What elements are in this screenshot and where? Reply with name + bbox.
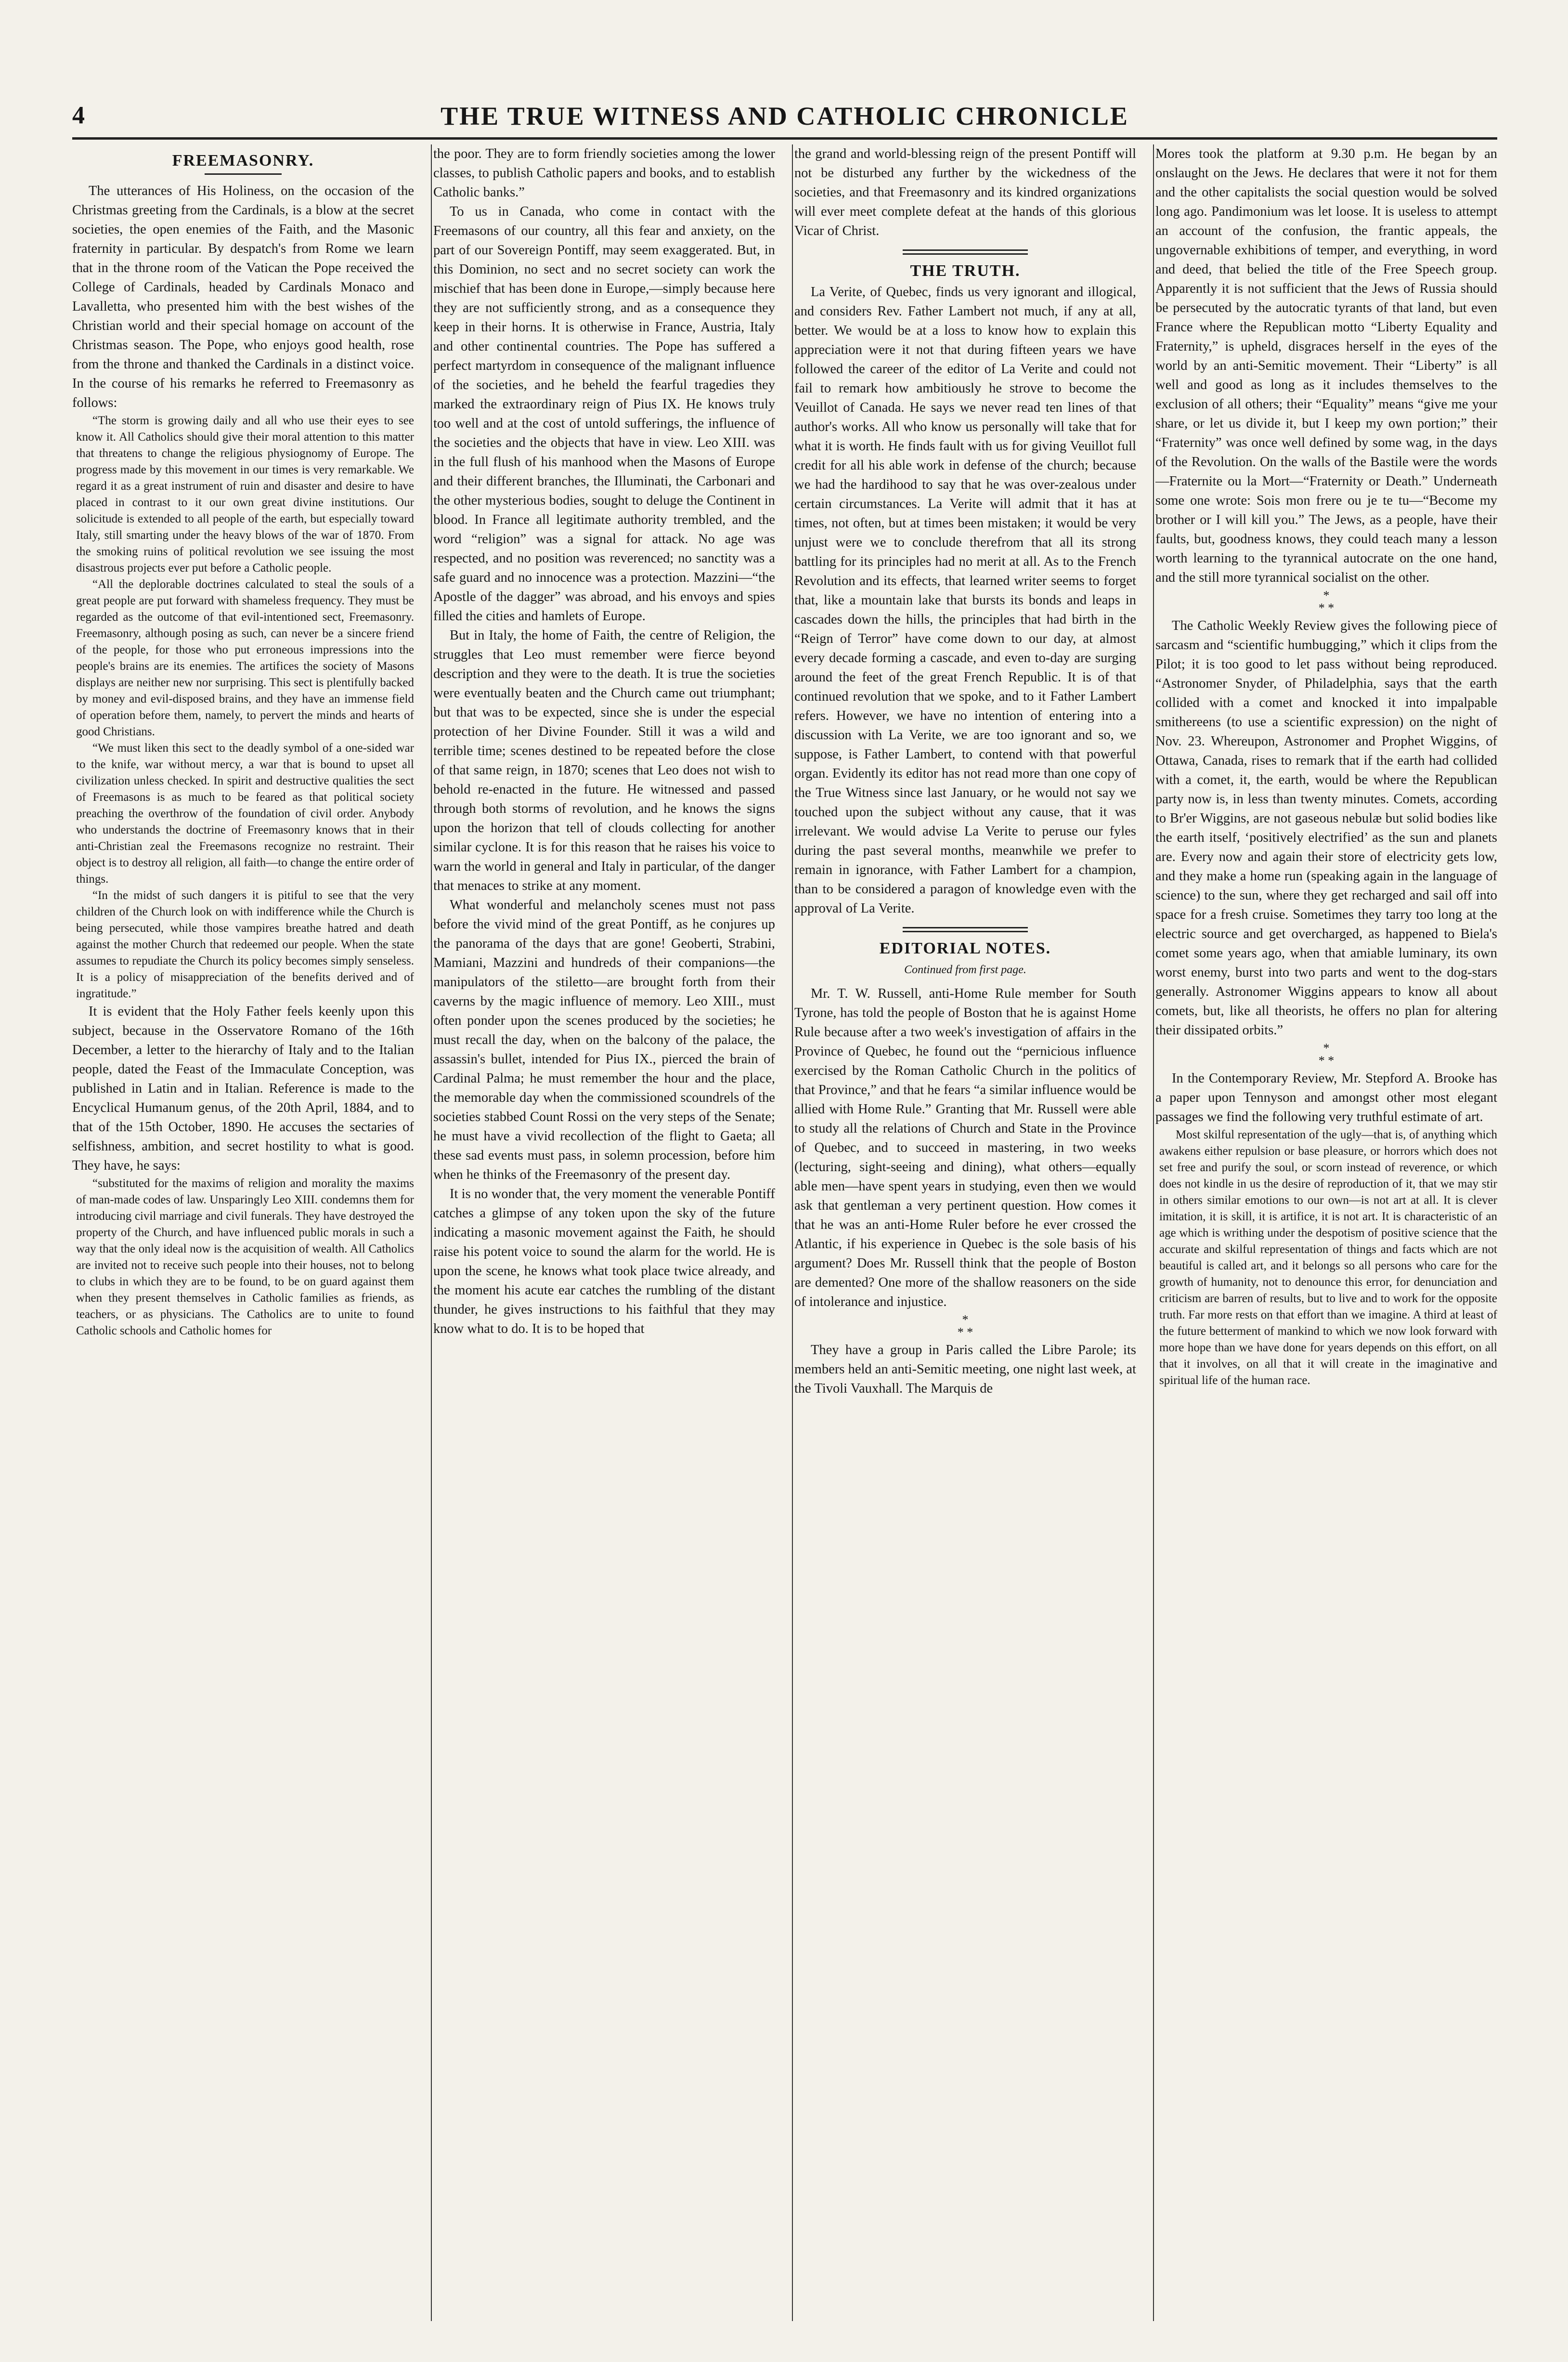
quoted-paragraph: “All the deplorable doctrines calculated to steal the souls of a great people are put forward with shameless frequency. They must be regarded as the outcome of that evil-intentioned sect, Freemasonry. Freemasonry, although posing as such, can never be a sincere friend of the people, for those who put erroneous impressions into the people's brains are its enemies. The artifices the society of Masons displays are neither new nor surprising. This sect is plentifully backed by money and evil-disposed brains, and they have an immense field of operation before them, namely, to pervert the minds and hearts of good Christians. bbox=[76, 578, 414, 738]
the-truth-heading: THE TRUTH. bbox=[910, 262, 1021, 280]
editorial-notes-heading: EDITORIAL NOTES. bbox=[879, 940, 1051, 957]
article-paragraph: It is evident that the Holy Father feels keenly upon this subject, because in the Osservatore Romano of the 16th December, a letter to the hierarchy of Italy and to the Italian people, dated the Feast of the Immaculate Conception, was published in Latin and in Italian. Reference is made to the Encyclical Humanum genus, of the 20th April, 1884, and to that of the 15th October, 1890. He accuses the sectaries of selfishness, ambition, and secret hostility to what is good. They have, he says: bbox=[72, 1004, 414, 1173]
article-paragraph: To us in Canada, who come in contact with the Freemasons of our country, all this fear and anxiety, on the part of our Sovereign Pontiff, may seem exaggerated. But, in this Dominion, no sect and no secret society can work the mischief that has been done in Europe,—simply because here they are not sufficiently strong, and as a consequence they keep in their horns. It is otherwise in France, Austria, Italy and other continental countries. The Pope has suffered a perfect martyrdom in consequence of the malignant influence of the societies, and he beheld the fearful tragedies they marked the extraordinary reign of Pius IX. He knows truly too well and at the cost of untold sufferings, the influence of the societies and the objects that have in view. Leo XIII. was in the full flush of his manhood when the Masons of Europe and their different branches, the Illuminati, the Carbonari and the other mysterious bodies, sought to deluge the Continent in blood. In France all legitimate authority trembled, and the word “religion” was a signal for attack. No age was respected, and no position was reverenced; no sanctity was a safe guard and no innocence was a protection. Mazzini—“the Apostle of the dagger” was abroad, and his envoys and spies filled the cities and hamlets of Europe. bbox=[433, 204, 775, 624]
asterism: * * * bbox=[1318, 588, 1335, 615]
masthead bbox=[72, 101, 1497, 130]
quoted-paragraph: “substituted for the maxims of religion and morality the maxims of man-made codes of law. Unsparingly Leo XIII. condemns them for introducing civil marriage and civil funerals. They have destroyed the property of the Church, and have influenced public morals in such a way that the only ideal now is the acquisition of wealth. All Catholics are invited not to receive such people into their houses, not to belong to clubs in which they are to be found, to be on guard against them when they present themselves in Catholic families as friends, as teachers, or as physicians. The Catholics are to unite to found Catholic schools and Catholic homes for bbox=[76, 1177, 414, 1337]
article-paragraph: The utterances of His Holiness, on the occasion of the Christmas greeting from the Cardinals, is a blow at the secret societies, the open enemies of the Faith, and the Masonic fraternity in particular. By despatch's from Rome we learn that in the throne room of the Vatican the Pope received the College of Cardinals, headed by Cardinals Monaco and Lavalletta, who presented him with the best wishes of the Christian world and their special homage on account of the Christmas season. The Pope, who enjoys good health, rose from the throne and thanked the Cardinals in a distinct voice. In the course of his remarks he referred to Freemasonry as follows: bbox=[72, 183, 414, 410]
article-paragraph: The Catholic Weekly Review gives the following piece of sarcasm and “scientific humbugging,” which it clips from the Pilot; it is too good to let pass without being reproduced. “Astronomer Snyder, of Philadelphia, says that the earth collided with a comet and knocked it into impalpable smithereens (to use a scientific expression) on the night of Nov. 23. Whereupon, Astronomer and Prophet Wiggins, of Ottawa, Canada, rises to remark that if the earth had collided with a comet, it, the earth, would be where the Republican party now is, in less than twenty minutes. Comets, according to Br'er Wiggins, are not gaseous nebulæ but solid bodies like the earth itself, ‘positively electrified’ as the sun and planets are. Every now and again their store of electricity gets low, and they make a home run (speaking again in the language of science) to the sun, where they get recharged and sail off into space for a fresh cruise. Sometimes they tarry too long at the electric source and get overcharged, as happened to Biela's comet some years ago, when that amiable luminary, its own worst enemy, burst into two parts and went to the dog-stars generally. Astronomer Wiggins appears to know all about comets, but, like all theorists, he offers no plan for altering their dissipated orbits.” bbox=[1155, 618, 1497, 1038]
quoted-paragraph: “We must liken this sect to the deadly symbol of a one-sided war to the knife, war without mercy, a war that is bound to upset all civilization unless checked. In spirit and destructive qualities the sect of Freemasons is as much to be feared as that political society preaching the overthrow of the foundation of civil order. Anybody who understands the doctrine of Freemasonry knows that in their anti-Christian zeal the Freemasons recognize no restraint. Their object is to destroy all religion, all faith—to change the entire order of things. bbox=[76, 742, 414, 886]
article-paragraph: the grand and world-blessing reign of the present Pontiff will not be disturbed any further by the wickedness of the societies, and that Freemasonry and its kindred organizations will ever meet complete defeat at the hands of this glorious Vicar of Christ. bbox=[794, 146, 1136, 238]
article-paragraph: But in Italy, the home of Faith, the centre of Religion, the struggles that Leo must remember were fierce beyond description and they were to the death. It is true the societies were eventually beaten and the Church came out triumphant; but that was to be expected, since she is under the especial protection of her Divine Founder. Still it was a wild and terrible time; scenes destined to be repeated before the close of that same reign, in 1870; scenes that Leo does not wish to behold re-enacted in the future. He witnessed and passed through both storms of revolution, and he knows the signs upon the horizon that tell of clouds collecting for another similar cyclone. It is for this reason that he raises his voice to warn the world in general and Italy in particular, of the danger that menaces to strike at any moment. bbox=[433, 628, 775, 893]
article-paragraph: They have a group in Paris called the Libre Parole; its members held an anti-Semitic meeting, one night last week, at the Tivoli Vauxhall. The Marquis de bbox=[794, 1343, 1136, 1396]
article-paragraph: What wonderful and melancholy scenes must not pass before the vivid mind of the great Pontiff, as he conjures up the panorama of the days that are gone! Geoberti, Strabini, Mamiani, Mazzini and hundreds of their companions—the manipulators of the stiletto—are brought forth from their caverns by the magic influence of memory. Leo XIII., must often ponder upon the scenes produced by the societies; he must recall the day, when on the balcony of the palace, the assassin's bullet, intended for Pius IX., pierced the brain of Cardinal Palma; he must remember the hour and the place, the memorable day when the commissioned scoundrels of the societies stabbed Count Rossi on the very steps of the Senate; he must have a vivid recollection of the flight to Gaeta; all these sad events must pass, in solemn procession, before him when he thinks of the Freemasonry of the present day. bbox=[433, 898, 775, 1182]
quoted-paragraph: Most skilful representation of the ugly—that is, of anything which awakens either repulsion or base pleasure, or horrors which does not set free and purify the soul, or scorn instead of reverence, or which does not kindle in us the desire of reproduction of it, that we may stir in others similar emotions to our own—is not art at all. It is clever imitation, it is skill, it is artifice, it is not art. It is characteristic of an age which is writhing under the despotism of positive science that the accurate and skilful representation of things and facts which are not beautiful is called art, and it belongs so all persons who care for the growth of humanity, not to denounce this error, for denunciation and criticism are barren of results, but to live and to work for the opposite truth. Far more rests on that effort than we imagine. A third at least of the future betterment of mankind to which we now look forward with more hope than we have done for years depends on this effort, on all that it involves, on all that it will create in the imaginative and spiritual life of the human race. bbox=[1159, 1128, 1497, 1387]
quoted-paragraph: “In the midst of such dangers it is pitiful to see that the very children of the Church look on with indifference while the Church is being persecuted, while those vampires breathe hatred and death against the mother Church that redeemed our people. When the state assumes to repudiate the Church its policy becomes simply senseless. It is a policy of misappreciation of the benefits derived and of ingratitude.” bbox=[76, 889, 414, 1000]
column-divider bbox=[1153, 144, 1154, 2321]
column-1 bbox=[72, 144, 414, 2321]
asterism: * * * bbox=[1318, 1041, 1335, 1068]
article-paragraph: In the Contemporary Review, Mr. Stepford A. Brooke has a paper upon Tennyson and amongst other most elegant passages we find the following very truthful estimate of art. bbox=[1155, 1071, 1497, 1124]
section-rule bbox=[903, 927, 1028, 932]
asterism: * * * bbox=[957, 1313, 973, 1339]
page-columns bbox=[72, 144, 1497, 2321]
continued-note: Continued from first page. bbox=[904, 964, 1026, 976]
section-rule bbox=[903, 249, 1028, 255]
column-2 bbox=[433, 144, 775, 2321]
article-paragraph: Mores took the platform at 9.30 p.m. He began by an onslaught on the Jews. He declares that were it not for them and the other capitalists the social question would be solved long ago. Pandimonium was let loose. It is useless to attempt an account of the confusion, the frantic appeals, the ungovernable exhibitions of temper, and everything, in word and deed, that belied the title of the Free Speech group. Apparently it is not sufficient that the Jews of Russia should be persecuted by the autocratic tyrants of that land, but even France where the Republican motto “Liberty Equality and Fraternity,” is upheld, disgraces herself in the eyes of the world by an anti-Semitic movement. Their “Liberty” is all well and good as long as it includes themselves to the exclusion of all others; their “Equality” means “give me your share, or let us divide it, but I keep my own portion;” their “Fraternity” was once well defined by some wag, in the days of the Revolution. On the walls of the Bastile were the words—Fraternite ou la Mort—“Fraternity or Death.” Underneath some one wrote: Sois mon frere ou je te tu—“Become my brother or I will kill you.” The Jews, as a people, have their faults, but, goodness knows, they could teach many a lesson worth learning to the tyrannical autocrate on the one hand, and the still more tyrannical socialist on the other. bbox=[1155, 146, 1497, 585]
masthead-rule bbox=[72, 137, 1497, 140]
article-paragraph: La Verite, of Quebec, finds us very ignorant and illogical, and considers Rev. Father Lambert not much, if any at all, better. We would be at a loss to know how to explain this appreciation were it not that during fifteen years we have followed the career of the editor of La Verite and could not fail to remark how ambitiously he strove to become the Veuillot of Canada. He says we never read ten lines of that author's works. All who know us personally will take that for what it is worth. He finds fault with us for giving Veuillot full credit for all his able work in defense of the church; because we had the hardihood to say that he was over-zealous under certain circumstances. La Verite will admit that it has at times, not often, but at times been mistaken; it would be very unjust were we to conclude therefrom that all its strong battling for its principles had no merit at all. As to the French Revolution and its effects, that learned writer seems to forget that, like a mountain lake that bursts its bonds and leaps in cascades down the hills, the principles that had birth in the “Reign of Terror” have come down to our day, at almost every decade forming a cascade, and even to-day are surging around the feet of the great French Republic. It is of that continued revolution that we spoke, and to it Father Lambert refers. However, we have no intention of entering into a discussion with La Verite, we are too ignorant and so, we suppose, is Father Lambert, to contend with that powerful organ. Evidently its editor has not read more than one copy of the True Witness since last January, or he would not say we touched upon the subject without any cause, that it was irrelevant. We would advise La Verite to peruse our fyles during the past several months, meanwhile we prefer to remain in ignorance, with Father Lambert for a champion, than to be considered a paragon of knowledge even with the approval of La Verite. bbox=[794, 285, 1136, 916]
article-paragraph: Mr. T. W. Russell, anti-Home Rule member for South Tyrone, has told the people of Boston that he is against Home Rule because after a two week's investigation of affairs in the Province of Quebec, he found out the “pernicious influence exercised by the Roman Catholic Church in the politics of that Province,” and that he fears “a similar influence would be allied with Home Rule.” Granting that Mr. Russell were able to study all the relations of Church and State in the Province of Quebec, and to succeed in mastering, in two weeks (lecturing, sight-seeing and dining), what others—equally able men—have spent years in studying, even then we would ask that gentleman a very pertinent question. How comes it that he was an anti-Home Ruler before he ever crossed the Atlantic, if his experience in Quebec is the sole basis of his argument? Does Mr. Russell think that the people of Boston are demented? One more of the shallow reasoners on the side of intolerance and injustice. bbox=[794, 986, 1136, 1309]
article-paragraph: the poor. They are to form friendly societies among the lower classes, to publish Catholic papers and books, and to establish Catholic banks.” bbox=[433, 146, 775, 200]
page-number: 4 bbox=[72, 102, 85, 129]
heading-rule bbox=[205, 173, 282, 175]
article-paragraph: It is no wonder that, the very moment the venerable Pontiff catches a glimpse of any token upon the sky of the future indicating a masonic movement against the Faith, he should raise his potent voice to sound the alarm for the world. He is upon the scene, he knows what took place twice already, and the moment his acute ear catches the rumbling of the distant thunder, he gives instructions to his faithful that they may know what to do. It is to be hoped that bbox=[433, 1187, 775, 1336]
freemasonry-heading: FREEMASONRY. bbox=[172, 152, 314, 170]
column-4 bbox=[1155, 144, 1497, 2321]
newspaper-title: THE TRUE WITNESS AND CATHOLIC CHRONICLE bbox=[441, 102, 1129, 130]
column-divider bbox=[431, 144, 432, 2321]
column-divider bbox=[792, 144, 793, 2321]
column-3 bbox=[794, 144, 1136, 2321]
quoted-paragraph: “The storm is growing daily and all who use their eyes to see know it. All Catholics should give their moral attention to this matter that threatens to change the religious physiognomy of Europe. The progress made by this movement in our times is very remarkable. We regard it as a great instrument of ruin and disaster and desire to have placed in contrast to it our own great divine institutions. Our solicitude is extended to all people of the earth, but especially toward Italy, still smarting under the heavy blows of the war of 1870. From the smoking ruins of political revolution we see issuing the most disastrous projects ever put before a Catholic people. bbox=[76, 414, 414, 574]
